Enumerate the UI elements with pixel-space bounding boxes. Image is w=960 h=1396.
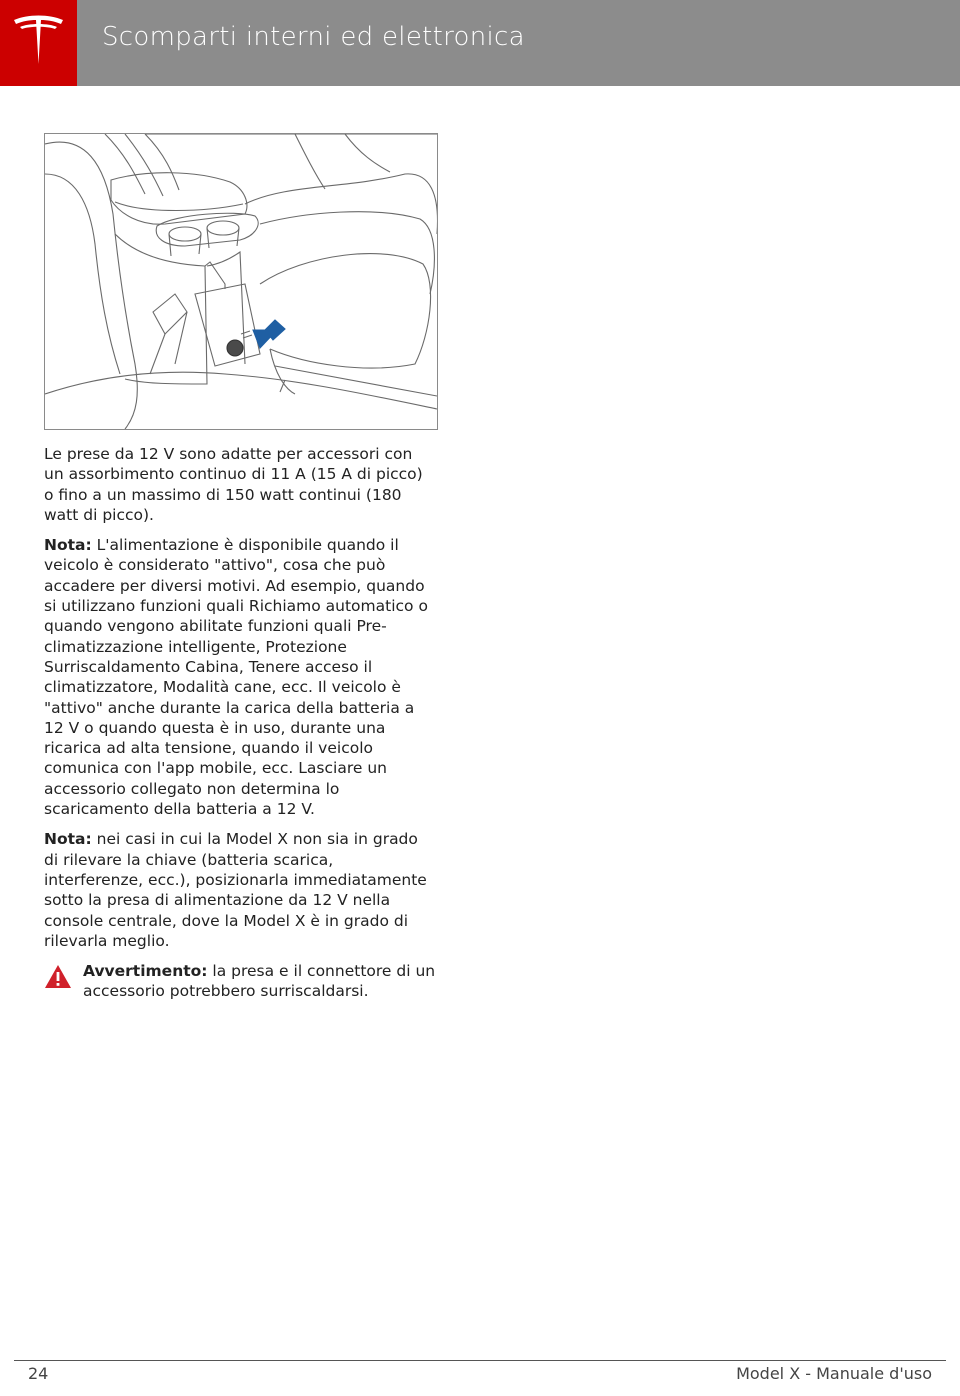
warning-block (44, 961, 436, 1002)
note-vehicle-active (44, 535, 436, 819)
note-key-detection (44, 829, 436, 951)
page-number: 24 (28, 1364, 49, 1383)
page-title: Scomparti interni ed elettronica (102, 22, 525, 52)
note-text: nei casi in cui la Model X non sia in grado di rilevare la chiave (batteria scarica, interferenze, ecc.), posizionarla immediatamente sotto la presa di alimentazione da 12 V nella console centrale, dove la Model X è in grado di rilevarla meglio. (44, 830, 427, 950)
note-text: L'alimentazione è disponibile quando il veicolo è considerato "attivo", cosa che può accadere per diversi motivi. Ad esempio, quando si utilizzano funzioni quali Richiamo automatico o quando vengono abilitate funzioni quali Pre-climatizzazione intelligente, Protezione Surriscaldamento Cabina, Tenere acceso il climatizzatore, Modalità cane, ecc. Il veicolo è "attivo" anche durante la carica della batteria a 12 V o quando questa è in uso, durante una ricarica ad alta tensione, quando il veicolo comunica con l'app mobile, ecc. Lasciare un accessorio collegato non determina lo scaricamento della batteria a 12 V. (44, 536, 428, 819)
note-label: Nota: (44, 830, 92, 849)
console-illustration (44, 133, 438, 430)
warning-text: la presa e il connettore di un accessorio potrebbero surriscaldarsi. (83, 962, 436, 1001)
note-label: Nota: (44, 536, 92, 555)
document-title: Model X - Manuale d'uso (736, 1364, 932, 1383)
tesla-logo (0, 0, 77, 86)
footer-divider (14, 1360, 946, 1361)
paragraph-12v-specs: Le prese da 12 V sono adatte per accessori con un assorbimento continuo di 11 A (15 A di picco) o fino a un massimo di 150 watt continui (180 watt di picco). (44, 445, 423, 524)
page-header (0, 0, 960, 86)
warning-label: Avvertimento: (83, 962, 208, 981)
warning-triangle-icon (44, 964, 72, 989)
body-text (44, 444, 436, 1002)
